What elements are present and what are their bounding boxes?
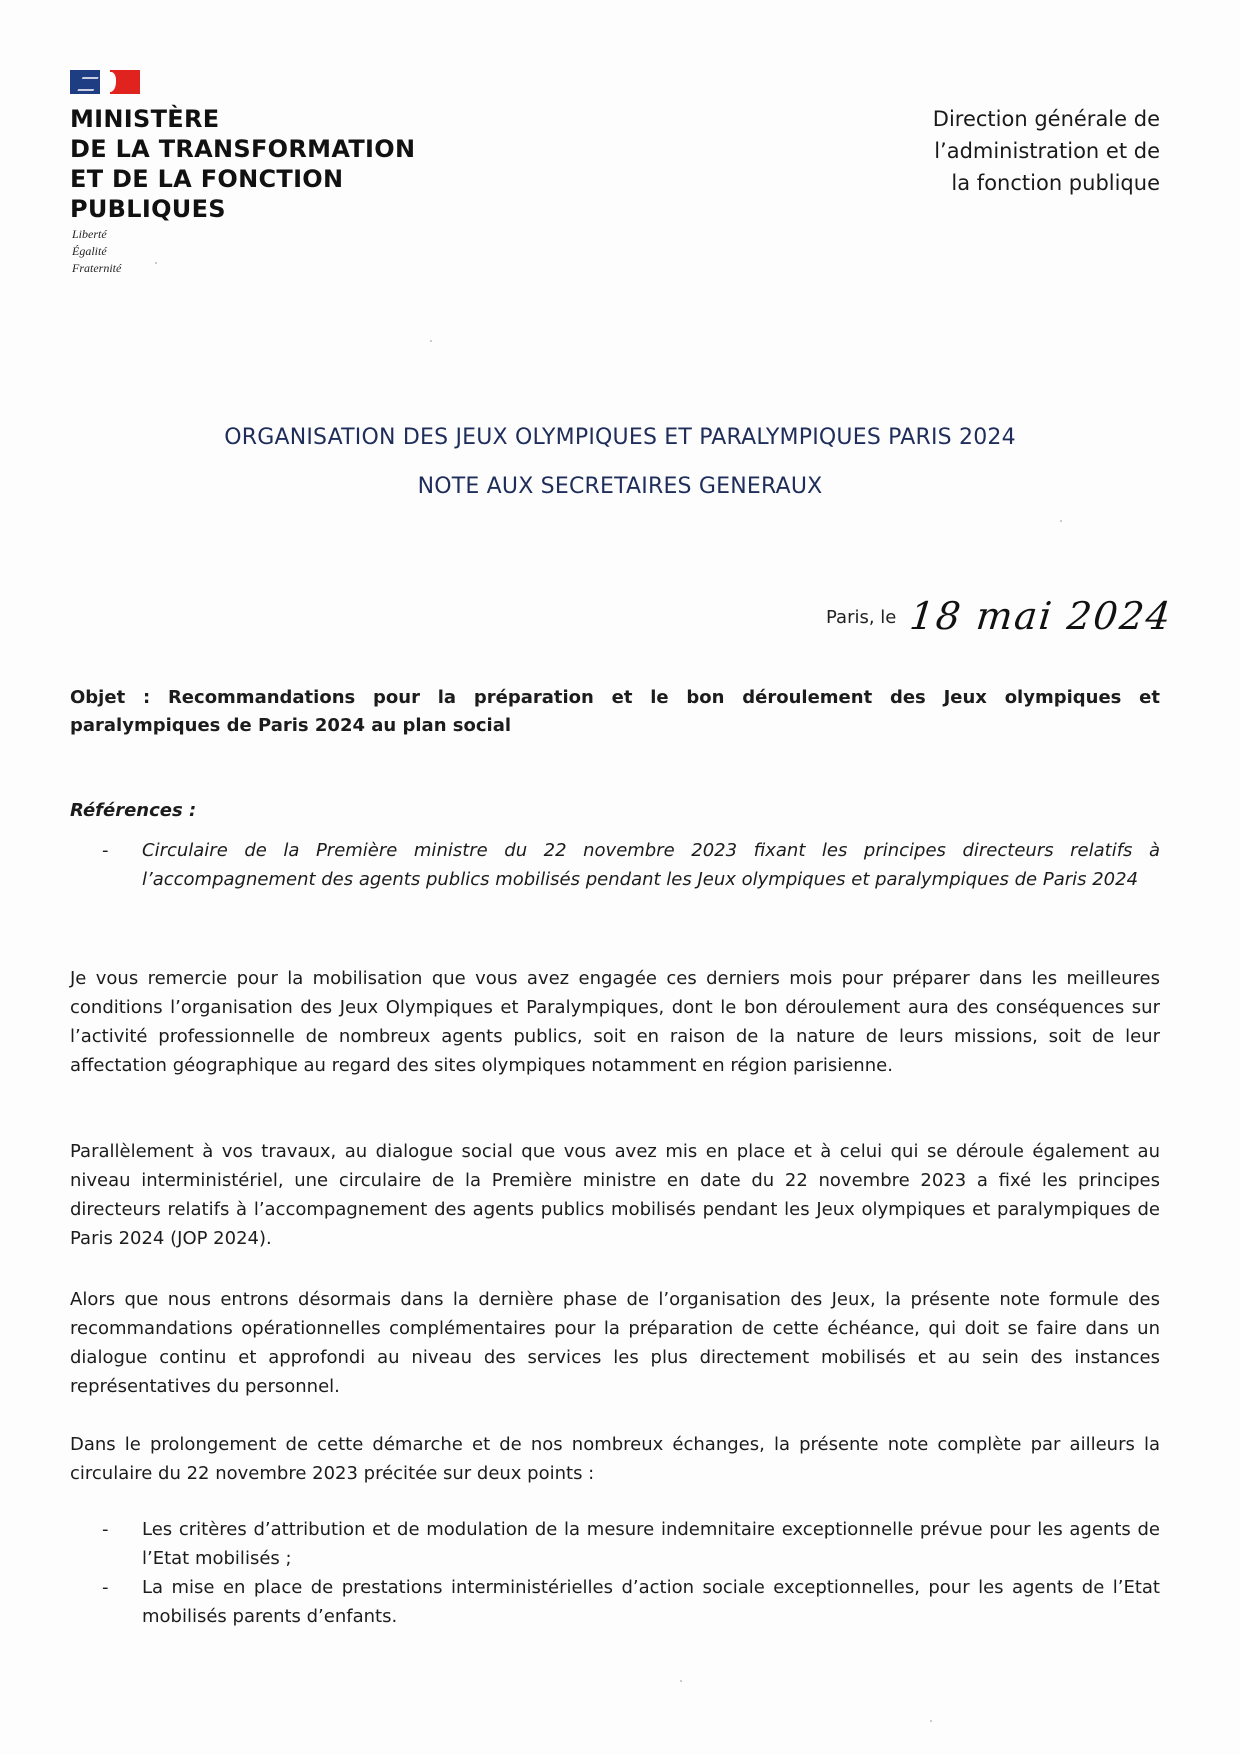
bullet-dash: - <box>102 1519 109 1540</box>
paragraph: Je vous remercie pour la mobilisation que vous avez engagée ces derniers mois pour préparer dans les meilleures conditions l’organisation des Jeux Olympiques et Paralympiques, dont le bon déroulement aura des conséquences sur l’activité professionnelle de nombreux agents publics, soit en raison de la nature de leurs missions, soit de leur affectation géographique au regard des sites olympiques notamment en région parisienne. <box>70 968 1160 1076</box>
bullet-dash: - <box>102 840 109 861</box>
date-line <box>826 588 1175 638</box>
paragraph: Alors que nous entrons désormais dans la dernière phase de l’organisation des Jeux, la présente note formule des recommandations opérationnelles complémentaires pour la préparation de cette échéance, qui doit se faire dans un dialogue continu et approfondi au niveau des services les plus directement mobilisés et au sein des instances représentatives du personnel. <box>70 1289 1160 1397</box>
ministry-name: MINISTÈRE DE LA TRANSFORMATION ET DE LA FONCTION PUBLIQUES <box>70 105 416 223</box>
reference-text: Circulaire de la Première ministre du 22 novembre 2023 fixant les principes directeurs relatifs à l’accompagnement des agents publics mobilisés pendant les Jeux olympiques et paralympiques de Paris 2024 <box>142 840 1160 890</box>
republic-motto: Liberté Égalité Fraternité <box>72 227 122 275</box>
bullet-dash: - <box>102 1577 109 1598</box>
bullet-text: Les critères d’attribution et de modulation de la mesure indemnitaire exceptionnelle prévue pour les agents de l’Etat mobilisés ; <box>142 1519 1160 1569</box>
bullet-item <box>70 1515 1160 1573</box>
subject-line: Objet : Recommandations pour la préparation et le bon déroulement des Jeux olympiques et paralympiques de Paris 2024 au plan social <box>70 687 1160 736</box>
date-label: Paris, le <box>826 607 897 628</box>
paragraph: Dans le prolongement de cette démarche et de nos nombreux échanges, la présente note complète par ailleurs la circulaire du 22 novembre 2023 précitée sur deux points : <box>70 1434 1160 1484</box>
document-title: ORGANISATION DES JEUX OLYMPIQUES ET PARALYMPIQUES PARIS 2024 <box>224 425 1016 450</box>
direction-name: Direction générale de l’administration et de la fonction publique <box>932 107 1160 195</box>
handwritten-date: 18 mai 2024 <box>908 594 1175 638</box>
scan-speck <box>680 1680 682 1682</box>
flag-blue-band <box>70 70 100 94</box>
scan-speck <box>430 340 432 342</box>
scan-speck <box>930 1720 932 1722</box>
scan-speck <box>1060 520 1062 522</box>
flag-red-band <box>110 70 140 94</box>
bullet-item <box>70 1573 1160 1631</box>
bullet-text: La mise en place de prestations interministérielles d’action sociale exceptionnelles, pour les agents de l’Etat mobilisés parents d’enfants. <box>142 1577 1160 1627</box>
references-heading: Références : <box>70 800 197 821</box>
scan-speck <box>155 262 157 264</box>
reference-item <box>70 836 1160 894</box>
paragraph: Parallèlement à vos travaux, au dialogue social que vous avez mis en place et à celui qui se déroule également au niveau interministériel, une circulaire de la Première ministre en date du 22 novembre 2023 a fixé les principes directeurs relatifs à l’accompagnement des agents publics mobilisés pendant les Jeux olympiques et paralympiques de Paris 2024 (JOP 2024). <box>70 1141 1160 1249</box>
bullet-list <box>70 1515 1160 1631</box>
document-subtitle: NOTE AUX SECRETAIRES GENERAUX <box>417 474 823 499</box>
marianne-logo-icon <box>70 70 142 94</box>
